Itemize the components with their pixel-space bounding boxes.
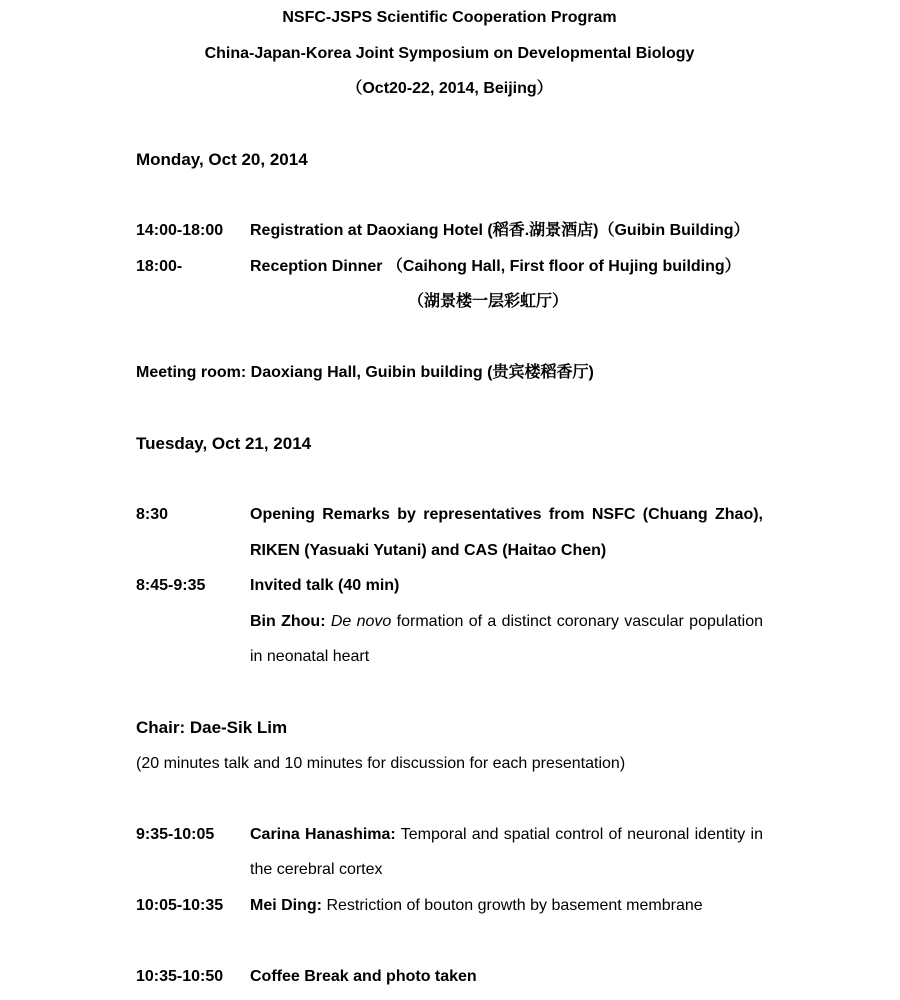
talk-title: formation of a distinct coronary vascular population in neonatal heart bbox=[250, 612, 764, 665]
spacer bbox=[136, 320, 763, 356]
schedule-row-registration bbox=[136, 213, 763, 249]
speaker-name: Carina Hanashima: bbox=[250, 825, 396, 843]
time-label: 14:00-18:00 bbox=[136, 222, 224, 239]
conference-title-line-2: China-Japan-Korea Joint Symposium on Developmental Biology bbox=[204, 44, 695, 62]
spacer bbox=[136, 391, 763, 427]
time-label: 9:35-10:05 bbox=[136, 825, 215, 843]
time-label: 8:45-9:35 bbox=[136, 577, 206, 594]
spacer bbox=[136, 107, 763, 143]
schedule-row-invited-talk bbox=[136, 568, 763, 675]
talk-title-italic: De novo bbox=[330, 612, 392, 630]
talk-title: Restriction of bouton growth by basement membrane bbox=[326, 896, 703, 914]
schedule-row-talk-hanashima bbox=[136, 817, 763, 888]
spacer bbox=[136, 178, 763, 214]
schedule-row-talk-ding bbox=[136, 888, 763, 924]
meeting-room-note: Meeting room: Daoxiang Hall, Guibin building (贵宾楼稻香厅) bbox=[136, 364, 594, 381]
day-heading-tuesday: Tuesday, Oct 21, 2014 bbox=[136, 434, 312, 453]
spacer bbox=[136, 462, 763, 498]
event-description: Registration at Daoxiang Hotel (稻香.湖景酒店)（Guibin Building） bbox=[250, 222, 750, 239]
talk-title: Temporal and spatial control of neuronal identity in the cerebral cortex bbox=[250, 825, 764, 878]
event-description bbox=[250, 817, 763, 888]
event-description bbox=[250, 888, 763, 924]
speaker-name: Bin Zhou: bbox=[250, 612, 326, 630]
schedule-row-reception-dinner bbox=[136, 249, 763, 285]
time-label: 18:00- bbox=[136, 257, 183, 275]
document-header bbox=[136, 0, 763, 107]
event-description: Reception Dinner （Caihong Hall, First floor of Hujing building） bbox=[250, 257, 741, 275]
schedule-row-opening-remarks bbox=[136, 497, 763, 568]
conference-date-location: （Oct20-22, 2014, Beijing） bbox=[346, 80, 553, 97]
time-label: 8:30 bbox=[136, 506, 169, 523]
reception-venue-chinese: （湖景楼一层彩虹厅） bbox=[408, 293, 569, 310]
spacer bbox=[136, 923, 763, 959]
speaker-name: Mei Ding: bbox=[250, 896, 322, 914]
conference-title-line-1: NSFC-JSPS Scientific Cooperation Program bbox=[282, 9, 617, 26]
time-label: 10:35-10:50 bbox=[136, 967, 224, 985]
invited-talk-label: Invited talk (40 min) bbox=[250, 577, 400, 594]
chair-heading: Chair: Dae-Sik Lim bbox=[136, 718, 288, 737]
spacer bbox=[136, 781, 763, 817]
schedule-row-coffee-break bbox=[136, 959, 763, 995]
event-description: Coffee Break and photo taken bbox=[250, 967, 477, 985]
event-description bbox=[250, 568, 763, 675]
chair-note: (20 minutes talk and 10 minutes for discussion for each presentation) bbox=[136, 754, 626, 772]
invited-talk-title bbox=[250, 604, 763, 675]
spacer bbox=[136, 675, 763, 711]
event-description: Opening Remarks by representatives from NSFC (Chuang Zhao), RIKEN (Yasuaki Yutani) and CAS (Haitao Chen) bbox=[250, 506, 763, 559]
day-heading-monday: Monday, Oct 20, 2014 bbox=[136, 150, 308, 169]
time-label: 10:05-10:35 bbox=[136, 896, 224, 914]
